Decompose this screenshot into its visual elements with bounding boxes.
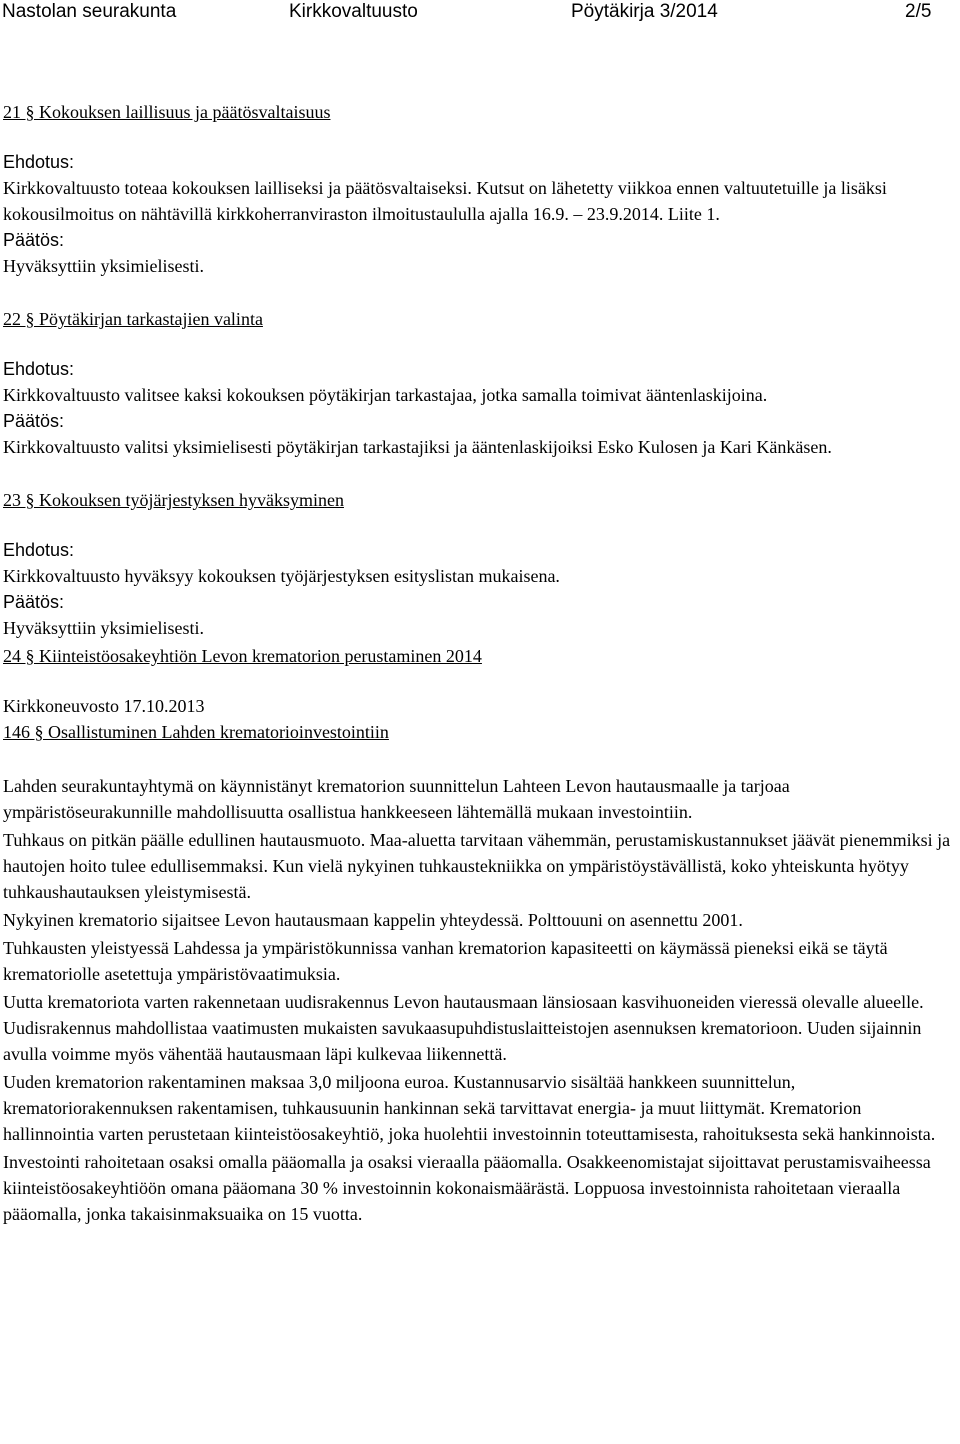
- header-minutes: Pöytäkirja 3/2014: [571, 1, 718, 22]
- decision-label: Päätös:: [3, 230, 65, 250]
- decision-label: Päätös:: [3, 411, 65, 431]
- proposal-text: Kirkkovaltuusto valitsee kaksi kokouksen pöytäkirjan tarkastajaa, jotka samalla toimivat ääntenlaskijoina.: [3, 385, 768, 405]
- proposal-label: Ehdotus:: [3, 540, 75, 560]
- paragraph: Uutta krematoriota varten rakennetaan uudisrakennus Levon hautausmaan länsiosaan kasvihuoneiden vieressä olevalle alueelle. Uudisrakennus mahdollistaa vaatimusten mukaisten savukaasupuhdistuslaitteistojen asennuksen krematorioon. Uuden sijainnin avulla voimme myös vähentää hautausmaan läpi kulkevaa liikennettä.: [3, 992, 924, 1064]
- header-organization: Nastolan seurakunta: [2, 1, 177, 22]
- section-title: 23 § Kokouksen työjärjestyksen hyväksyminen: [3, 490, 344, 510]
- proposal-label: Ehdotus:: [3, 359, 75, 379]
- paragraph: Nykyinen krematorio sijaitsee Levon hautausmaan kappelin yhteydessä. Polttouuni on asennettu 2001.: [3, 910, 743, 930]
- decision-text: Hyväksyttiin yksimielisesti.: [3, 256, 204, 276]
- paragraph: Lahden seurakuntayhtymä on käynnistänyt krematorion suunnittelun Lahteen Levon hautausmaalle ja tarjoaa ympäristöseurakunnille mahdollisuutta osallistua hankkeeseen lähtemällä mukaan investointiin.: [3, 776, 790, 822]
- paragraph: Tuhkaus on pitkän päälle edullinen hautausmuoto. Maa-aluetta tarvitaan vähemmän, perustamiskustannukset jäävät pienemmiksi ja hautojen hoito tulee edullisemmaksi. Kun vielä nykyinen tuhkaustekniikka on ympäristöystävällistä, koko yhteiskunta hyötyy tuhkaushautauksen yleistymisestä.: [3, 830, 951, 902]
- section-title: 22 § Pöytäkirjan tarkastajien valinta: [3, 309, 263, 329]
- paragraph: Investointi rahoitetaan osaksi omalla pääomalla ja osaksi vieraalla pääomalla. Osakkeenomistajat sijoittavat perustamisvaiheessa kiinteistöosakeyhtiöön omana pääomana 30 % investoinnin kokonaismäärästä. Loppuosa investoinnista rahoitetaan vieraalla pääomalla, jonka takaisinmaksuaika on 15 vuotta.: [3, 1152, 931, 1224]
- section-22: [3, 306, 955, 460]
- section-title: 21 § Kokouksen laillisuus ja päätösvaltaisuus: [3, 102, 331, 122]
- paragraph: Uuden krematorion rakentaminen maksaa 3,0 miljoona euroa. Kustannusarvio sisältää hankkeen suunnittelun, krematoriorakennuksen rakentamisen, tuhkausuunin hankinnan sekä tarvittavat energia- ja muut liittymät. Krematorion hallinnointia varten perustetaan kiinteistöosakeyhtiö, joka huolehtii investoinnin toteuttamisesta, rahoituksesta sekä hankinnoista.: [3, 1072, 936, 1144]
- proposal-label: Ehdotus:: [3, 152, 75, 172]
- page-header: [0, 0, 960, 26]
- decision-label: Päätös:: [3, 592, 65, 612]
- section-23: [3, 487, 955, 641]
- section-24: [3, 643, 955, 1227]
- decision-text: Kirkkovaltuusto valitsi yksimielisesti pöytäkirjan tarkastajiksi ja ääntenlaskijoiksi Esko Kulosen ja Kari Känkäsen.: [3, 437, 832, 457]
- document-body: [3, 99, 955, 1229]
- header-page-number: 2/5: [905, 1, 932, 22]
- header-document: Kirkkovaltuusto: [289, 1, 418, 22]
- section-title: 24 § Kiinteistöosakeyhtiön Levon krematorion perustaminen 2014: [3, 646, 482, 666]
- reference-item: 146 § Osallistuminen Lahden krematorioinvestointiin: [3, 722, 389, 742]
- section-21: [3, 99, 955, 279]
- proposal-text: Kirkkovaltuusto hyväksyy kokouksen työjärjestyksen esityslistan mukaisena.: [3, 566, 560, 586]
- decision-text: Hyväksyttiin yksimielisesti.: [3, 618, 204, 638]
- reference-body: Kirkkoneuvosto 17.10.2013: [3, 696, 205, 716]
- proposal-text: Kirkkovaltuusto toteaa kokouksen lailliseksi ja päätösvaltaiseksi. Kutsut on lähetetty viikkoa ennen valtuutetuille ja lisäksi kokousilmoitus on nähtävillä kirkkoherranviraston ilmoitustaululla ajalla 16.9. – 23.9.2014. Liite 1.: [3, 178, 887, 224]
- paragraph: Tuhkausten yleistyessä Lahdessa ja ympäristökunnissa vanhan krematorion kapasiteetti on käymässä pieneksi eikä se täytä krematoriolle asetettuja ympäristövaatimuksia.: [3, 938, 888, 984]
